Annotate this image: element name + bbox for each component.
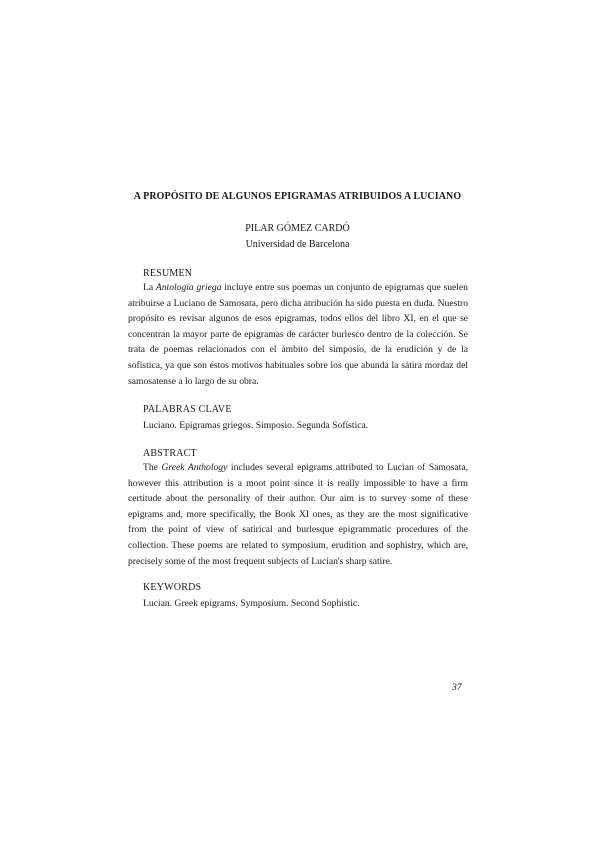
abstract-intro: The bbox=[143, 462, 162, 473]
abstract-paragraph bbox=[128, 460, 468, 569]
resumen-work-title: Antología griega bbox=[155, 282, 222, 293]
palabras-clave-text: Luciano. Epigramas griegos. Simposio. Segunda Sofística. bbox=[143, 420, 369, 431]
abstract-body bbox=[128, 460, 468, 569]
abstract-text: includes several epigrams attributed to Lucian of Samosata, however this attribution is a moot point since it is really impossible to have a firm certitude about the personality of their author. Our aim is to survey some of these epigrams and, more specifically, the Book XI ones, as they are the most significative from the point of view of satirical and burlesque epigrammatic procedures of the collection. These poems are related to symposium, erudition and sophistry, which are, precisely some of the most frequent subjects of Lucian's sharp satire. bbox=[128, 462, 468, 567]
resumen-text: incluye entre sus poemas un conjunto de epigramas que suelen atribuirse a Luciano de Samosata, pero dicha atribución ha sido puesta en duda. Nuestro propósito es revisar algunos de esos epigramas, todos ellos del libro XI, en el que se concentran la mayor parte de epigramas de carácter burlesco dentro de la colección. Se trata de poemas relacionados con el ámbito del simposio, de la erudición y de la sofística, ya que son éstos motivos habituales sobre los que abunda la sátira mordaz del samosatense a lo largo de su obra. bbox=[128, 282, 468, 387]
resumen-paragraph bbox=[128, 280, 468, 389]
page-number: 37 bbox=[452, 682, 462, 693]
abstract-heading: ABSTRACT bbox=[143, 448, 197, 459]
palabras-clave-heading: PALABRAS CLAVE bbox=[143, 404, 232, 415]
resumen-body bbox=[128, 280, 468, 389]
article-title: A PROPÓSITO DE ALGUNOS EPIGRAMAS ATRIBUIDOS A LUCIANO bbox=[133, 191, 462, 202]
resumen-intro: La bbox=[143, 282, 156, 293]
abstract-work-title: Greek Anthology bbox=[161, 462, 228, 473]
author-name: PILAR GÓMEZ CARDÓ bbox=[245, 223, 350, 234]
author-affiliation: Universidad de Barcelona bbox=[245, 239, 350, 250]
keywords-heading: KEYWORDS bbox=[143, 582, 202, 593]
keywords-text: Lucian. Greek epigrams. Symposium. Second Sophistic. bbox=[143, 598, 360, 609]
resumen-heading: RESUMEN bbox=[143, 268, 193, 279]
